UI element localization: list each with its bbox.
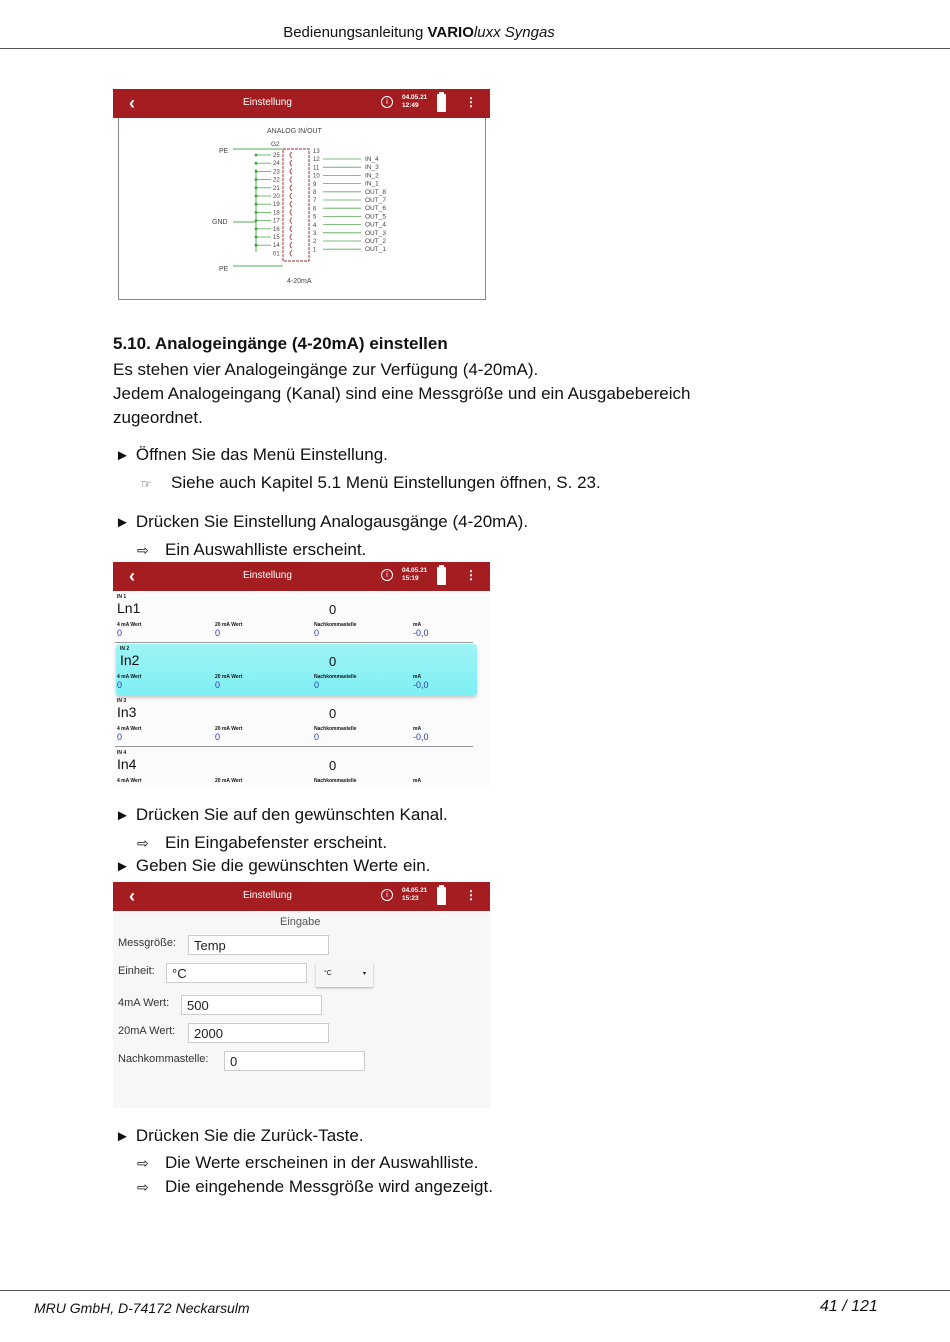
- signal-label: OUT_7: [365, 197, 386, 204]
- channel-row-selected[interactable]: [116, 644, 477, 696]
- pin-contact: [290, 160, 292, 166]
- left-pin-number: 24: [273, 161, 280, 168]
- pin-contact: [290, 242, 292, 248]
- diagram-pe-top-label: PE: [219, 148, 229, 155]
- diagram-bottom-label: 4-20mA: [287, 278, 312, 285]
- step-arrow-icon: ►: [115, 1128, 130, 1145]
- battery-icon: [437, 887, 446, 905]
- junction-dot: [255, 154, 258, 157]
- channel-row[interactable]: [113, 748, 473, 787]
- result-arrow-icon: ⇨: [137, 1155, 149, 1171]
- row-divider: [115, 746, 473, 747]
- step-5: [115, 1126, 364, 1146]
- reference-text[interactable]: Siehe auch Kapitel 5.1 Menü Einstellungen öffnen, S. 23.: [171, 473, 601, 492]
- signal-label: OUT_3: [365, 229, 386, 237]
- field-label: 20 mA Wert: [215, 674, 243, 680]
- step-5-result-1: [137, 1153, 478, 1173]
- channel-value: 0: [329, 602, 337, 617]
- clock-time: 15:19: [402, 575, 419, 582]
- field-value: 0: [314, 732, 320, 742]
- page-header: [0, 24, 838, 41]
- step-5-result-2: [137, 1177, 493, 1197]
- right-pin-number: 3: [313, 231, 317, 237]
- app-bar-title: Einstellung: [243, 570, 292, 581]
- overflow-menu-icon[interactable]: ⋮: [465, 95, 477, 109]
- result-arrow-icon: ⇨: [137, 835, 149, 851]
- info-icon[interactable]: i: [381, 889, 393, 901]
- right-pin-number: 6: [313, 206, 317, 213]
- diagram-top-label: ANALOG IN/OUT: [267, 128, 322, 135]
- junction-dot: [255, 203, 258, 206]
- pin-group: [255, 149, 387, 257]
- field-value: 0: [215, 628, 221, 638]
- header-divider: [0, 48, 950, 49]
- field-label: 4 mA Wert: [117, 622, 142, 628]
- left-pin-number: 19: [273, 202, 280, 209]
- junction-dot: [255, 244, 258, 247]
- battery-icon: [437, 567, 446, 585]
- pin-contact: [290, 177, 292, 183]
- messgroesse-label: Messgröße:: [118, 937, 177, 949]
- right-pin-number: 13: [313, 149, 320, 155]
- pin-contact: [290, 250, 292, 256]
- clock: [402, 887, 427, 903]
- clock-time: 12:49: [402, 102, 419, 109]
- pin-contact: [290, 226, 292, 232]
- overflow-menu-icon[interactable]: ⋮: [465, 888, 477, 902]
- clock-date: 04.05.21: [402, 94, 428, 101]
- pin-contact: [290, 193, 292, 199]
- nk-input[interactable]: 0: [224, 1051, 365, 1071]
- w4-label: 4mA Wert:: [118, 997, 170, 1009]
- signal-label: OUT_8: [365, 188, 386, 196]
- signal-label: OUT_5: [365, 213, 386, 221]
- step-4: [115, 856, 430, 876]
- channel-id: IN 4: [117, 750, 127, 756]
- field-value: 0: [117, 628, 123, 638]
- channel-value: 0: [329, 706, 337, 721]
- field-label: 20 mA Wert: [215, 622, 243, 628]
- field-value: 0: [117, 732, 123, 742]
- channel-name: In3: [117, 704, 137, 720]
- right-pin-number: 9: [313, 181, 317, 188]
- signal-label: IN_2: [365, 172, 379, 180]
- field-value: -0,0: [413, 628, 429, 638]
- result-text: Ein Auswahlliste erscheint.: [165, 540, 367, 559]
- diagram-gnd-label: GND: [212, 219, 228, 226]
- einheit-label: Einheit:: [118, 965, 155, 977]
- junction-dot: [255, 170, 258, 173]
- right-pin-number: 4: [313, 222, 317, 229]
- right-pin-number: 8: [313, 190, 317, 196]
- left-pin-number: 21: [273, 185, 280, 192]
- screenshot-wiring: [113, 89, 490, 315]
- left-pin-number: 01: [273, 251, 280, 258]
- right-pin-number: 11: [313, 165, 320, 172]
- einheit-select-value: °C: [324, 970, 332, 977]
- junction-dot: [255, 162, 258, 165]
- wiring-diagram: [113, 89, 490, 315]
- step-1: [115, 445, 388, 465]
- intro-line-2: Jedem Analogeingang (Kanal) sind eine Messgröße und ein Ausgabebereich: [113, 384, 691, 403]
- pin-contact: [290, 168, 292, 174]
- result-arrow-icon: ⇨: [137, 1179, 149, 1195]
- left-pin-number: 16: [273, 226, 280, 233]
- signal-label: OUT_2: [365, 238, 386, 245]
- result-arrow-icon: ⇨: [137, 542, 149, 558]
- app-bar: [113, 562, 490, 591]
- right-pin-number: 1: [313, 247, 317, 254]
- channel-id: IN 3: [117, 698, 127, 704]
- w20-label: 20mA Wert:: [118, 1025, 176, 1037]
- junction-dot: [255, 178, 258, 181]
- right-pin-number: 12: [313, 157, 320, 164]
- info-icon[interactable]: i: [381, 569, 393, 581]
- intro-line-3: zugeordnet.: [113, 408, 203, 427]
- channel-id: IN 1: [117, 594, 127, 600]
- step-3: [115, 805, 448, 825]
- left-pin-number: 25: [273, 153, 280, 159]
- result-text: Die eingehende Messgröße wird angezeigt.: [165, 1177, 493, 1196]
- right-pin-number: 2: [313, 239, 317, 246]
- pin-contact: [290, 185, 292, 191]
- back-icon[interactable]: ‹: [129, 566, 135, 586]
- signal-label: OUT_1: [365, 246, 386, 254]
- clock-date: 04.05.21: [402, 567, 428, 574]
- step-4-text: Geben Sie die gewünschten Werte ein.: [135, 856, 431, 875]
- footer-company: MRU GmbH, D-74172 Neckarsulm: [34, 1300, 250, 1316]
- right-pin-number: 10: [313, 173, 320, 180]
- field-value: 0: [314, 628, 320, 638]
- pin-contact: [290, 152, 292, 158]
- field-value: 0: [117, 680, 123, 690]
- channel-row[interactable]: [113, 696, 473, 748]
- signal-label: IN_3: [365, 164, 379, 172]
- field-value: 0: [314, 680, 320, 690]
- app-bar-title: Einstellung: [243, 890, 292, 901]
- footer-page-number: 41 / 121: [820, 1298, 878, 1315]
- junction-dot: [255, 236, 258, 239]
- header-prefix: Bedienungsanleitung: [283, 24, 428, 41]
- field-label: 20 mA Wert: [215, 726, 243, 732]
- left-pin-number: 15: [273, 235, 280, 241]
- result-text: Die Werte erscheinen in der Auswahlliste.: [165, 1153, 479, 1172]
- header-product: luxx Syngas: [473, 24, 555, 41]
- pin-contact: [290, 234, 292, 240]
- chevron-down-icon: ▾: [362, 971, 366, 977]
- field-value: -0,0: [413, 680, 429, 690]
- step-arrow-icon: ►: [115, 447, 130, 464]
- form-title: Eingabe: [280, 916, 321, 928]
- messgroesse-input[interactable]: Temp: [188, 935, 329, 955]
- step-2-text: Drücken Sie Einstellung Analogausgänge (4-20mA).: [135, 512, 529, 531]
- field-label: mA: [413, 778, 422, 784]
- signal-label: IN_4: [365, 156, 379, 163]
- step-2: [115, 512, 528, 532]
- diagram-g2-label: G2: [271, 141, 280, 148]
- field-label: Nachkommastelle: [314, 726, 357, 732]
- left-pin-number: 17: [273, 218, 280, 225]
- field-label: mA: [413, 674, 422, 680]
- nk-label: Nachkommastelle:: [118, 1053, 209, 1065]
- field-label: Nachkommastelle: [314, 778, 357, 784]
- channel-row[interactable]: [113, 592, 473, 644]
- field-label: Nachkommastelle: [314, 622, 357, 628]
- right-pin-number: 7: [313, 198, 317, 205]
- left-pin-number: 20: [273, 194, 280, 200]
- field-label: Nachkommastelle: [314, 674, 357, 680]
- signal-label: OUT_4: [365, 221, 386, 229]
- junction-dot: [255, 211, 258, 214]
- overflow-menu-icon[interactable]: ⋮: [465, 568, 477, 582]
- step-arrow-icon: ►: [115, 514, 130, 531]
- signal-label: OUT_6: [365, 205, 386, 213]
- einheit-select[interactable]: [316, 963, 373, 987]
- left-pin-number: 14: [273, 243, 280, 250]
- field-value: -0,0: [413, 732, 429, 742]
- w20-input[interactable]: 2000: [188, 1023, 329, 1043]
- screenshot-input-form: [113, 882, 490, 1108]
- left-pin-number: 23: [273, 169, 280, 176]
- junction-dot: [255, 186, 258, 189]
- field-label: 4 mA Wert: [117, 674, 142, 680]
- channel-name: In2: [120, 652, 140, 668]
- field-label: 4 mA Wert: [117, 778, 142, 784]
- signal-label: IN_1: [365, 180, 379, 188]
- app-bar: [113, 882, 490, 911]
- einheit-input[interactable]: °C: [166, 963, 307, 983]
- right-pin-number: 5: [313, 214, 317, 221]
- channel-id: IN 2: [120, 646, 130, 652]
- step-2-result: [137, 540, 366, 560]
- junction-dot: [255, 195, 258, 198]
- step-5-text: Drücken Sie die Zurück-Taste.: [135, 1126, 364, 1145]
- clock: [402, 567, 427, 583]
- footer-divider: [0, 1290, 950, 1291]
- step-arrow-icon: ►: [115, 807, 130, 824]
- back-icon[interactable]: ‹: [129, 93, 135, 113]
- step-3-text: Drücken Sie auf den gewünschten Kanal.: [135, 805, 448, 824]
- field-label: 20 mA Wert: [215, 778, 243, 784]
- channel-value: 0: [329, 758, 337, 773]
- channel-name: In4: [117, 756, 137, 772]
- diagram-pe-bottom-label: PE: [219, 266, 229, 273]
- field-value: 0: [215, 680, 221, 690]
- field-label: 4 mA Wert: [117, 726, 142, 732]
- step-arrow-icon: ►: [115, 858, 130, 875]
- clock-time: 15:23: [402, 895, 419, 902]
- info-icon[interactable]: i: [381, 96, 393, 108]
- header-brand: VARIO: [427, 24, 474, 41]
- field-label: mA: [413, 726, 422, 732]
- pin-contact: [290, 201, 292, 207]
- pin-contact: [290, 209, 292, 215]
- clock-date: 04.05.21: [402, 887, 428, 894]
- step-1-reference: [141, 473, 601, 493]
- result-text: Ein Eingabefenster erscheint.: [165, 833, 388, 852]
- intro-line-1: Es stehen vier Analogeingänge zur Verfügung (4-20mA).: [113, 360, 539, 379]
- screenshot-channel-list: [113, 562, 490, 787]
- pin-contact: [290, 218, 292, 224]
- section-heading: 5.10. Analogeingänge (4-20mA) einstellen: [113, 334, 448, 353]
- row-divider: [115, 642, 473, 643]
- channel-name: Ln1: [117, 600, 141, 616]
- junction-dot: [255, 227, 258, 230]
- back-icon[interactable]: ‹: [129, 886, 135, 906]
- left-pin-number: 22: [273, 177, 280, 184]
- left-pin-number: 18: [273, 210, 280, 217]
- field-value: 0: [215, 732, 221, 742]
- junction-dot: [255, 219, 258, 222]
- app-bar-title: Einstellung: [243, 97, 292, 108]
- w4-input[interactable]: 500: [181, 995, 322, 1015]
- channel-value: 0: [329, 654, 337, 669]
- connector-outline: [283, 149, 309, 261]
- pointing-hand-icon: ☞: [141, 477, 152, 491]
- field-label: mA: [413, 622, 422, 628]
- step-3-result: [137, 833, 387, 853]
- step-1-text: Öffnen Sie das Menü Einstellung.: [135, 445, 388, 464]
